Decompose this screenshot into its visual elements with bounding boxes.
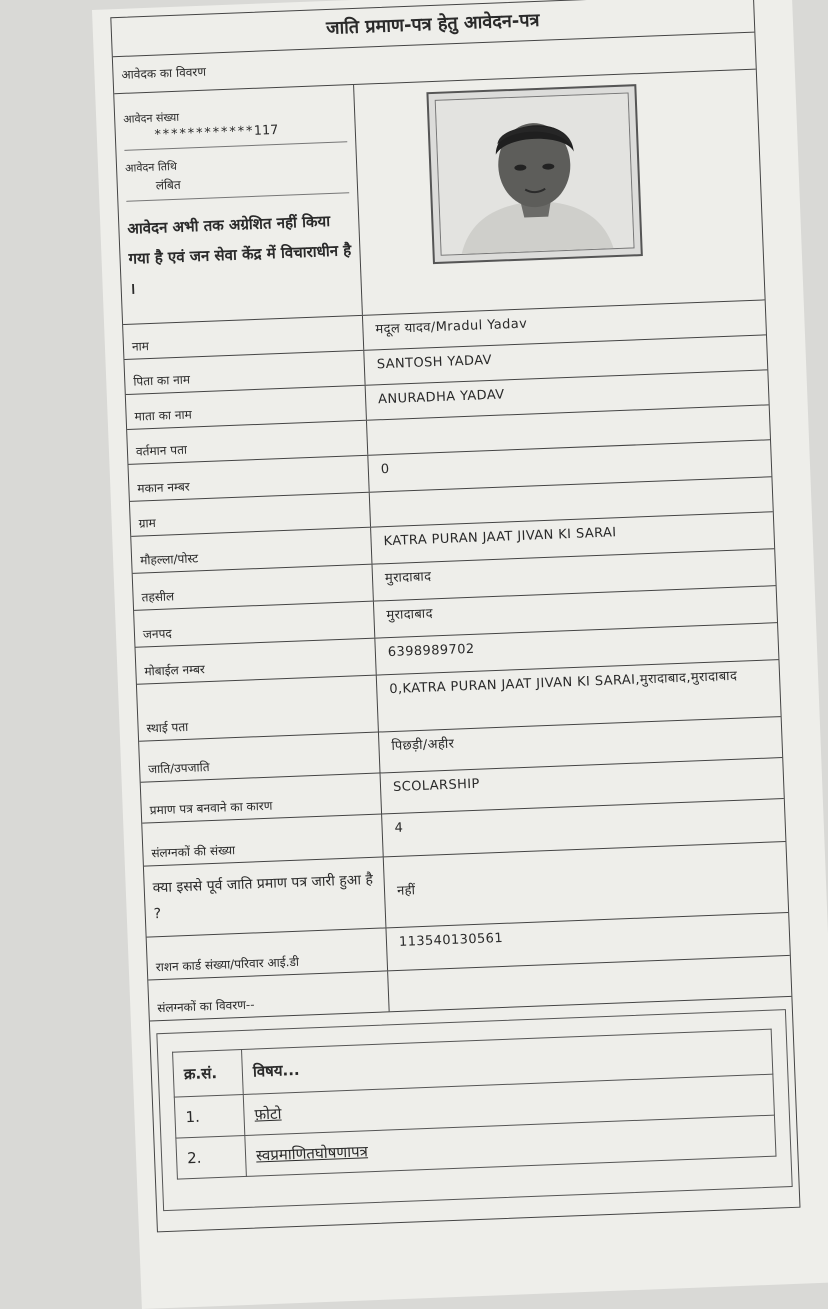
name-label: नाम <box>123 316 364 359</box>
tehsil-value: मुरादाबाद <box>384 569 432 587</box>
ration-card-value: 113540130561 <box>398 930 504 950</box>
photo-cell <box>354 70 765 315</box>
locality-post-label: मौहल्ला/पोस्ट <box>131 528 372 573</box>
mobile-number-value: 6398989702 <box>387 641 475 661</box>
details-table <box>123 300 791 1021</box>
serial-number: 2. <box>176 1135 247 1179</box>
permanent-address-label: स्थाई पता <box>137 676 379 741</box>
document-paper <box>92 0 828 1309</box>
father-name-value: SANTOSH YADAV <box>376 352 493 373</box>
application-date-label: आवेदन तिथि <box>124 159 178 175</box>
mother-name-value: ANURADHA YADAV <box>377 387 505 408</box>
attachments-box <box>156 1009 792 1211</box>
application-number-label: आवेदन संख्या <box>122 110 180 126</box>
subject-header: विषय... <box>242 1029 773 1094</box>
house-number-label: मकान नम्बर <box>128 456 369 501</box>
ration-card-label: राशन कार्ड संख्या/परिवार आई.डी <box>147 928 388 979</box>
permanent-address-value: 0,KATRA PURAN JAAT JIVAN KI SARAI,मुरादाबाद,मुरादाबाद <box>389 668 738 698</box>
application-form <box>110 0 800 1232</box>
application-number-value: ************117 <box>124 120 348 151</box>
name-value: मदूल यादव/Mradul Yadav <box>375 316 528 338</box>
locality-post-value: KATRA PURAN JAAT JIVAN KI SARAI <box>383 525 617 550</box>
attachment-count-label: संलग्नकों की संख्या <box>142 814 383 865</box>
applicant-photo-frame <box>426 84 642 264</box>
status-message: आवेदन अभी तक अग्रेशित नहीं किया गया है एवं जन सेवा केंद्र में विचाराधीन है । <box>127 212 352 298</box>
district-value: मुरादाबाद <box>386 606 434 624</box>
previous-certificate-label: क्या इससे पूर्व जाति प्रमाण पत्र जारी हुआ है ? <box>144 857 387 936</box>
village-label: ग्राम <box>130 493 371 536</box>
attachment-details-label: संलग्नकों का विवरण-- <box>148 971 389 1020</box>
house-number-value: 0 <box>380 461 390 478</box>
attachment-link-declaration[interactable]: स्वप्रमाणितघोषणापत्र <box>255 1142 369 1165</box>
mobile-number-label: मोबाईल नम्बर <box>136 639 377 684</box>
attachment-count-value: 4 <box>394 820 404 836</box>
reason-label: प्रमाण पत्र बनवाने का कारण <box>141 773 382 822</box>
mother-name-label: माता का नाम <box>126 386 367 429</box>
father-name-label: पिता का नाम <box>124 351 365 394</box>
application-info <box>114 85 363 324</box>
current-address-label: वर्तमान पता <box>127 421 368 464</box>
header-row <box>114 70 764 325</box>
district-label: जनपद <box>134 602 375 647</box>
serial-number: 1. <box>174 1094 245 1138</box>
serial-number-header: क्र.सं. <box>173 1050 244 1098</box>
attachment-link-photo[interactable]: फ़ोटो <box>254 1104 282 1124</box>
section-heading: आवेदक का विवरण <box>113 33 756 95</box>
caste-label: जाति/उपजाति <box>139 733 380 782</box>
application-date-value: लंबित <box>125 169 349 202</box>
caste-value: पिछड़ी/अहीर <box>391 736 455 755</box>
tehsil-label: तहसील <box>133 565 374 610</box>
attachments-section <box>150 997 800 1231</box>
applicant-photo <box>435 92 635 255</box>
attachments-table <box>172 1029 776 1180</box>
previous-certificate-value: नहीं <box>396 883 416 899</box>
reason-value: SCOLARSHIP <box>392 776 481 796</box>
form-title: जाति प्रमाण-पत्र हेतु आवेदन-पत्र <box>111 0 754 57</box>
applicant-photo-image <box>436 94 634 255</box>
